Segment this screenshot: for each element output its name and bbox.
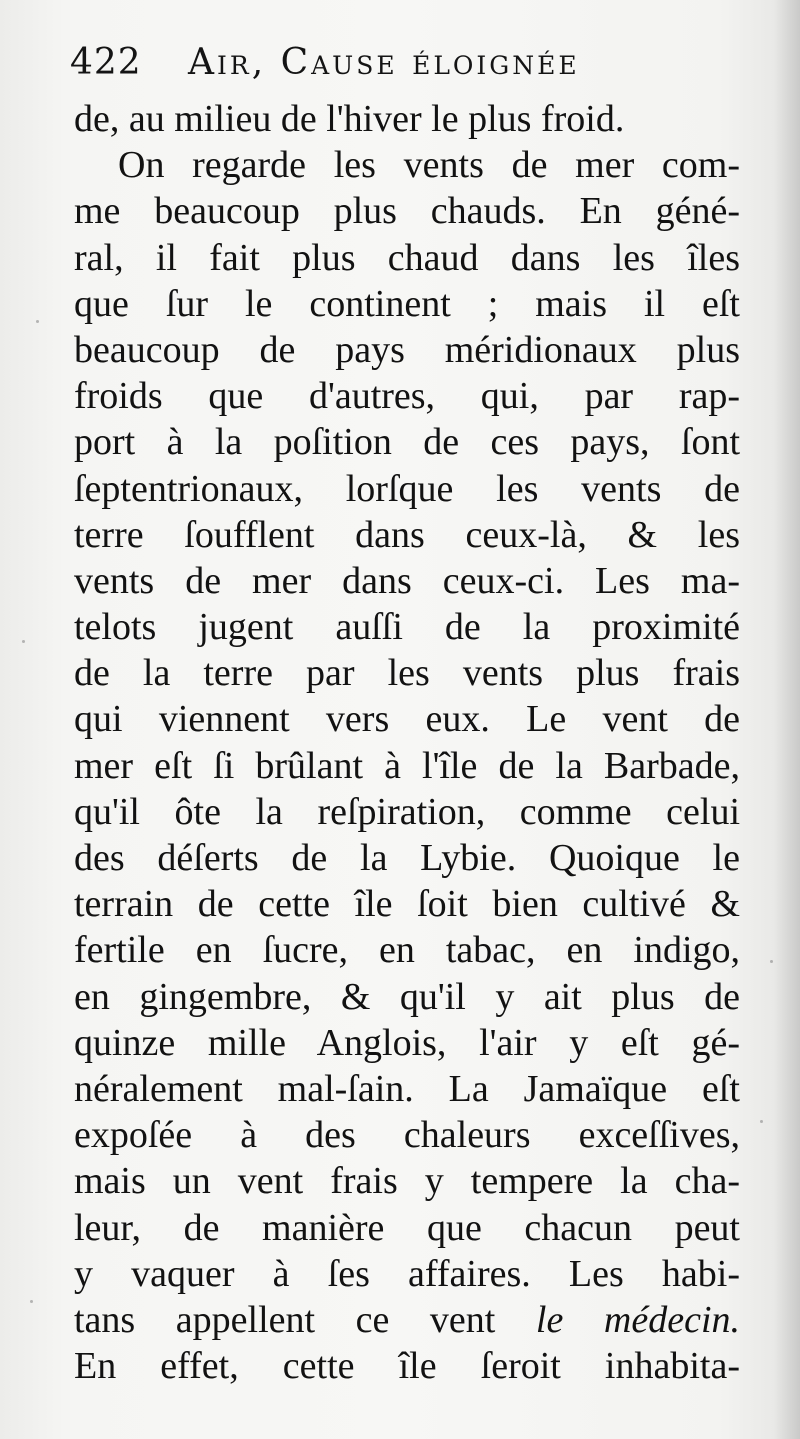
paper-speck <box>760 1120 763 1123</box>
text-line: expoſée à des chaleurs exceſſives, <box>74 1114 740 1157</box>
text-line: froids que d'autres, qui, par rap- <box>74 375 740 418</box>
text-line: vents de mer dans ceux-ci. Les ma- <box>74 559 740 602</box>
text-line: qui viennent vers eux. Le vent de <box>74 698 740 741</box>
text-line: leur, de manière que chacun peut <box>74 1206 740 1249</box>
text-line: En effet, cette île ſeroit inhabita- <box>74 1345 740 1388</box>
text-line: terrain de cette île ſoit bien cultivé & <box>74 883 740 926</box>
text-line: On regarde les vents de mer com- <box>118 144 740 187</box>
text-line: de, au milieu de l'hiver le plus froid. <box>74 98 625 140</box>
text-line: ral, il fait plus chaud dans les îles <box>74 236 740 279</box>
paper-speck <box>36 320 39 323</box>
text-line: qu'il ôte la reſpiration, comme celui <box>74 790 740 833</box>
paper-speck <box>770 960 773 963</box>
page-number: 422 <box>70 42 142 83</box>
text-line: terre ſoufflent dans ceux-là, & les <box>74 513 740 556</box>
running-header <box>70 36 770 92</box>
text-segment: tans appellent ce vent <box>74 1298 496 1341</box>
text-line: port à la poſition de ces pays, ſont <box>74 421 740 464</box>
italic-term: le médecin. <box>535 1298 741 1341</box>
text-line: beaucoup de pays méridionaux plus <box>74 328 740 371</box>
text-line: quinze mille Anglois, l'air y eſt gé- <box>74 1021 740 1064</box>
text-line: de la terre par les vents plus frais <box>74 652 740 695</box>
running-head-title: Air, Cause éloignée <box>188 42 580 83</box>
text-line: telots jugent auſſi de la proximité <box>74 606 740 649</box>
body-text <box>74 96 740 1389</box>
text-line: ſeptentrionaux, lorſque les vents de <box>74 467 740 510</box>
text-line: en gingembre, & qu'il y ait plus de <box>74 975 740 1018</box>
text-line: mais un vent frais y tempere la cha- <box>74 1160 740 1203</box>
text-line: fertile en ſucre, en tabac, en indigo, <box>74 929 740 972</box>
text-line: mer eſt ſi brûlant à l'île de la Barbade, <box>74 744 740 787</box>
text-line: me beaucoup plus chauds. En géné- <box>74 190 740 233</box>
text-line: des déſerts de la Lybie. Quoique le <box>74 837 740 879</box>
paper-speck <box>22 640 25 643</box>
paper-speck <box>30 1300 33 1303</box>
text-line-with-italic <box>74 1297 740 1343</box>
text-line: néralement mal-ſain. La Jamaïque eſt <box>74 1067 740 1110</box>
text-line: que ſur le continent ; mais il eſt <box>74 282 740 325</box>
page-edge-shadow <box>774 0 800 1439</box>
text-line: y vaquer à ſes affaires. Les habi- <box>74 1252 740 1295</box>
